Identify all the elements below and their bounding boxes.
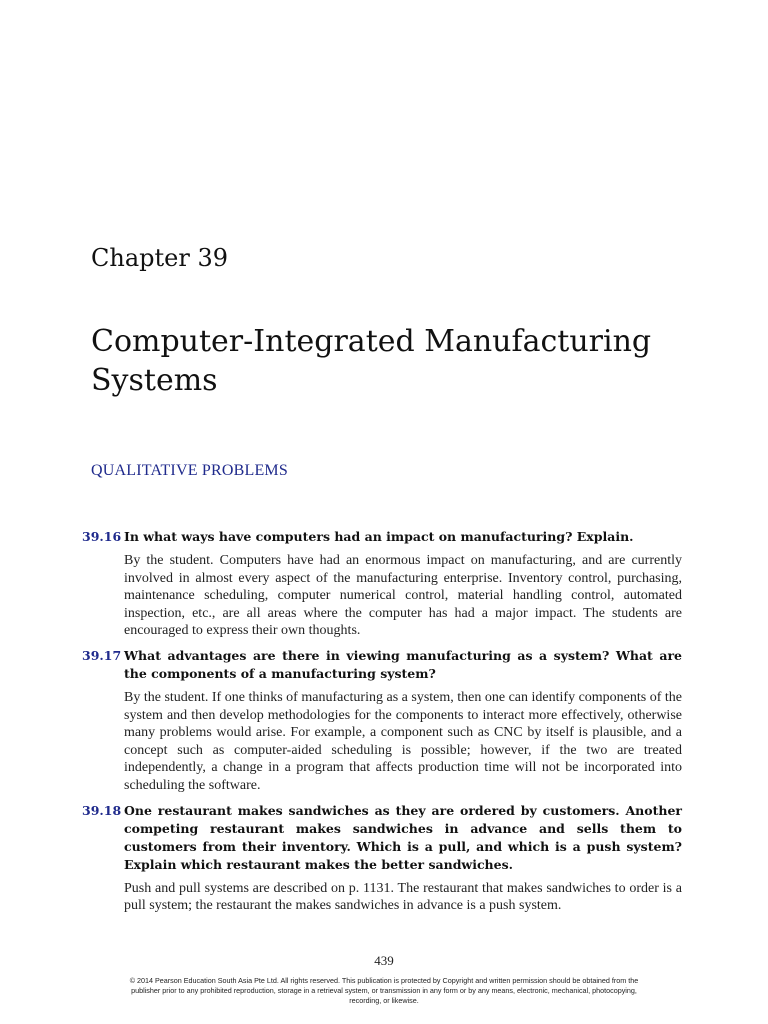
problem-answer: By the student. Computers have had an enormous impact on manufacturing, and are currently involved in almost every aspect of the manufacturing enterprise. Inventory control, purchasing, maintenance scheduling, computer numerical control, material handling control, automated inspection, etc., are all areas where the computer has had a major impact. The students are encouraged to express their own thoughts. bbox=[124, 553, 682, 639]
page-number: 439 bbox=[374, 953, 394, 968]
chapter-title: Computer-Integrated Manufacturing Systems bbox=[91, 324, 652, 398]
problem-number: 39.18 bbox=[82, 802, 122, 818]
problem-answer: Push and pull systems are described on p. 1131. The restaurant that makes sandwiches to order is a pull system; the restaurant the makes sandwiches in advance is a push system. bbox=[124, 880, 682, 914]
problem-39-17 bbox=[82, 647, 682, 795]
chapter-label: Chapter 39 bbox=[91, 244, 228, 272]
problem-question: What advantages are there in viewing manufacturing as a system? What are the components of a manufacturing system? bbox=[124, 647, 682, 681]
copyright-notice: © 2014 Pearson Education South Asia Pte Ltd. All rights reserved. This publication is protected by Copyright and written permission should be obtained from the publisher prior to any prohibited reproduction, storage in a retrieval system, or transmission in any form or by any means, electronic, mechanical, photocopying, recording, or likewise. bbox=[129, 976, 639, 1005]
problem-question: One restaurant makes sandwiches as they are ordered by customers. Another competing restaurant makes sandwiches in advance and sells them to customers from their inventory. Which is a pull, and which is a push system? Explain which restaurant makes the better sandwiches. bbox=[124, 802, 682, 872]
problem-number: 39.17 bbox=[82, 647, 122, 663]
problem-answer: By the student. If one thinks of manufacturing as a system, then one can identify components of the system and then develop methodologies for the components to interact more effectively, otherwise many problems would arise. For example, a component such as CNC by itself is plausible, and a concept such as computer-aided scheduling is possible; however, if the two are treated independently, a change in a program that affects production time will not be incorporated into scheduling the software. bbox=[124, 689, 682, 793]
problem-number: 39.16 bbox=[82, 529, 122, 544]
problem-question: In what ways have computers had an impact on manufacturing? Explain. bbox=[124, 529, 634, 544]
problem-list bbox=[82, 528, 682, 922]
problem-39-16 bbox=[82, 528, 682, 640]
problem-39-18 bbox=[82, 802, 682, 915]
section-heading: QUALITATIVE PROBLEMS bbox=[91, 462, 288, 479]
